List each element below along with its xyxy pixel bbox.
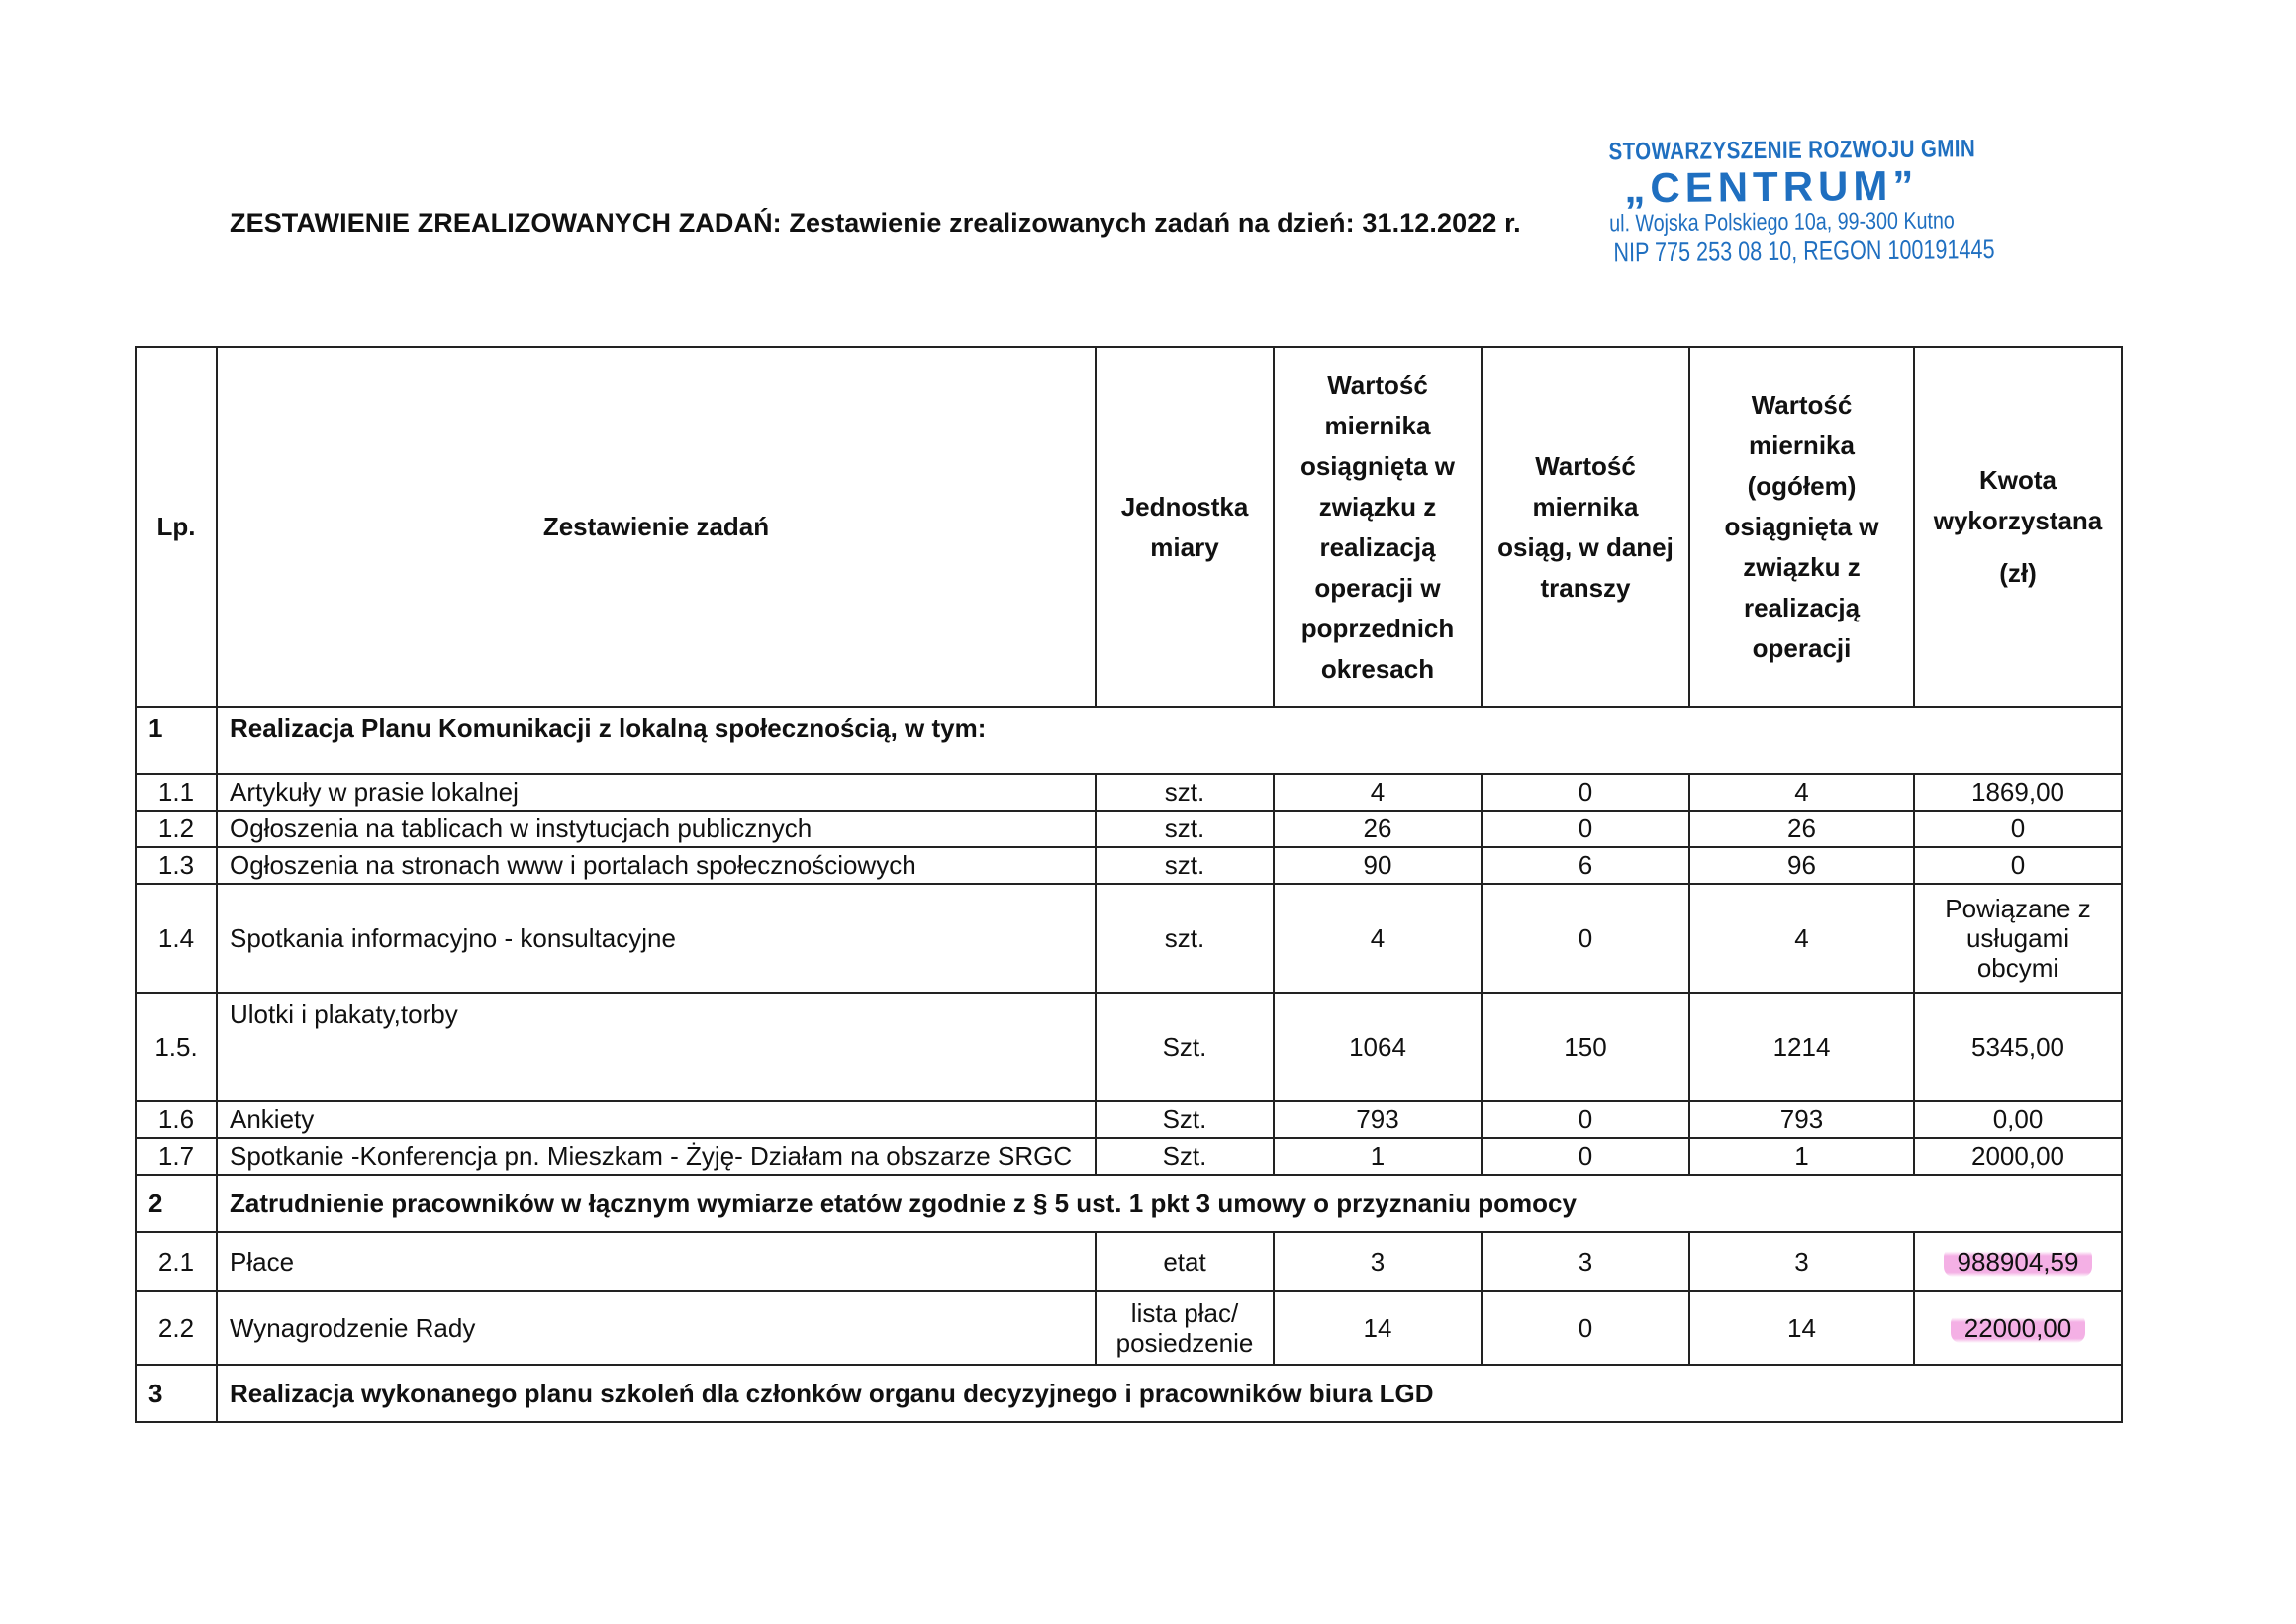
row-tranche: 0	[1482, 811, 1689, 847]
stamp-nip-regon: NIP 775 253 08 10, REGON 100191445	[1613, 235, 1995, 268]
row-tranche: 0	[1482, 1101, 1689, 1138]
row-amount: Powiązane z usługami obcymi	[1914, 884, 2122, 993]
row-name: Ogłoszenia na tablicach w instytucjach publicznych	[217, 811, 1096, 847]
organization-stamp	[1573, 135, 1995, 268]
table-row	[136, 1232, 2122, 1291]
table-row	[136, 774, 2122, 811]
row-name: Wynagrodzenie Rady	[217, 1291, 1096, 1365]
row-unit: Szt.	[1096, 993, 1274, 1101]
row-amount: 0	[1914, 811, 2122, 847]
table-row	[136, 847, 2122, 884]
tasks-table	[135, 346, 2123, 1423]
row-lp: 1.2	[136, 811, 217, 847]
table-header-row	[136, 347, 2122, 707]
row-amount: 0	[1914, 847, 2122, 884]
row-lp: 1.6	[136, 1101, 217, 1138]
row-tranche: 0	[1482, 1291, 1689, 1365]
header-lp: Lp.	[136, 347, 217, 707]
row-prev: 26	[1274, 811, 1482, 847]
row-amount: 1869,00	[1914, 774, 2122, 811]
header-kwota	[1914, 347, 2122, 707]
row-prev: 14	[1274, 1291, 1482, 1365]
row-total: 1	[1689, 1138, 1914, 1175]
row-lp: 1.1	[136, 774, 217, 811]
stamp-organization-name: STOWARZYSZENIE ROZWOJU GMIN	[1608, 135, 1976, 166]
row-amount: 0,00	[1914, 1101, 2122, 1138]
row-tranche: 0	[1482, 1138, 1689, 1175]
header-zadania: Zestawienie zadań	[217, 347, 1096, 707]
header-kwota-unit: (zł)	[1999, 558, 2037, 588]
row-total: 14	[1689, 1291, 1914, 1365]
header-ogolem: Wartość miernika (ogółem) osiągnięta w związku z realizacją operacji	[1689, 347, 1914, 707]
row-name: Płace	[217, 1232, 1096, 1291]
section-title: Zatrudnienie pracowników w łącznym wymiarze etatów zgodnie z § 5 ust. 1 pkt 3 umowy o przyznaniu pomocy	[217, 1175, 2122, 1232]
row-prev: 4	[1274, 884, 1482, 993]
row-tranche: 0	[1482, 774, 1689, 811]
row-lp: 1.3	[136, 847, 217, 884]
row-total: 96	[1689, 847, 1914, 884]
row-name: Spotkania informacyjno - konsultacyjne	[217, 884, 1096, 993]
document-title: ZESTAWIENIE ZREALIZOWANYCH ZADAŃ: Zestawienie zrealizowanych zadań na dzień: 31.12.2022 r.	[230, 208, 1521, 238]
row-amount-cell	[1914, 1291, 2122, 1365]
section-lp: 1	[136, 707, 217, 774]
row-name: Spotkanie -Konferencja pn. Mieszkam - Żyję- Działam na obszarze SRGC	[217, 1138, 1096, 1175]
row-unit: etat	[1096, 1232, 1274, 1291]
row-prev: 1	[1274, 1138, 1482, 1175]
row-tranche: 3	[1482, 1232, 1689, 1291]
row-lp: 1.4	[136, 884, 217, 993]
row-amount-cell	[1914, 1232, 2122, 1291]
table-row	[136, 1138, 2122, 1175]
row-lp: 1.7	[136, 1138, 217, 1175]
section-lp: 3	[136, 1365, 217, 1422]
row-name: Ulotki i plakaty,torby	[217, 993, 1096, 1101]
row-unit: Szt.	[1096, 1101, 1274, 1138]
row-name: Ankiety	[217, 1101, 1096, 1138]
table-row	[136, 1291, 2122, 1365]
row-total: 793	[1689, 1101, 1914, 1138]
row-prev: 90	[1274, 847, 1482, 884]
row-amount: 2000,00	[1914, 1138, 2122, 1175]
table-row	[136, 811, 2122, 847]
section-row	[136, 1365, 2122, 1422]
row-total: 4	[1689, 884, 1914, 993]
row-unit: szt.	[1096, 884, 1274, 993]
row-total: 4	[1689, 774, 1914, 811]
row-name: Ogłoszenia na stronach www i portalach społecznościowych	[217, 847, 1096, 884]
header-transza: Wartość miernika osiąg, w danej transzy	[1482, 347, 1689, 707]
row-amount-highlighted: 22000,00	[1951, 1313, 2085, 1343]
table-row	[136, 884, 2122, 993]
row-unit: szt.	[1096, 811, 1274, 847]
row-unit: lista płac/ posiedzenie	[1096, 1291, 1274, 1365]
section-row	[136, 1175, 2122, 1232]
row-unit: Szt.	[1096, 1138, 1274, 1175]
row-amount: 5345,00	[1914, 993, 2122, 1101]
row-prev: 793	[1274, 1101, 1482, 1138]
row-name: Artykuły w prasie lokalnej	[217, 774, 1096, 811]
row-tranche: 6	[1482, 847, 1689, 884]
section-title: Realizacja Planu Komunikacji z lokalną społecznością, w tym:	[217, 707, 2122, 774]
section-lp: 2	[136, 1175, 217, 1232]
header-jednostka: Jednostka miary	[1096, 347, 1274, 707]
section-title: Realizacja wykonanego planu szkoleń dla członków organu decyzyjnego i pracowników biura LGD	[217, 1365, 2122, 1422]
row-unit: szt.	[1096, 774, 1274, 811]
stamp-centrum: „CENTRUM”	[1624, 161, 1919, 212]
header-poprzednie: Wartość miernika osiągnięta w związku z realizacją operacji w poprzednich okresach	[1274, 347, 1482, 707]
section-row	[136, 707, 2122, 774]
row-tranche: 150	[1482, 993, 1689, 1101]
row-lp: 1.5.	[136, 993, 217, 1101]
row-total: 1214	[1689, 993, 1914, 1101]
table-row	[136, 993, 2122, 1101]
row-prev: 1064	[1274, 993, 1482, 1101]
row-lp: 2.2	[136, 1291, 217, 1365]
stamp-address: ul. Wojska Polskiego 10a, 99-300 Kutno	[1609, 207, 1955, 238]
row-unit: szt.	[1096, 847, 1274, 884]
row-total: 3	[1689, 1232, 1914, 1291]
row-total: 26	[1689, 811, 1914, 847]
row-amount-highlighted: 988904,59	[1944, 1247, 2093, 1277]
row-prev: 3	[1274, 1232, 1482, 1291]
table-row	[136, 1101, 2122, 1138]
row-prev: 4	[1274, 774, 1482, 811]
header-kwota-label: Kwota wykorzystana	[1933, 465, 2103, 535]
row-tranche: 0	[1482, 884, 1689, 993]
row-lp: 2.1	[136, 1232, 217, 1291]
